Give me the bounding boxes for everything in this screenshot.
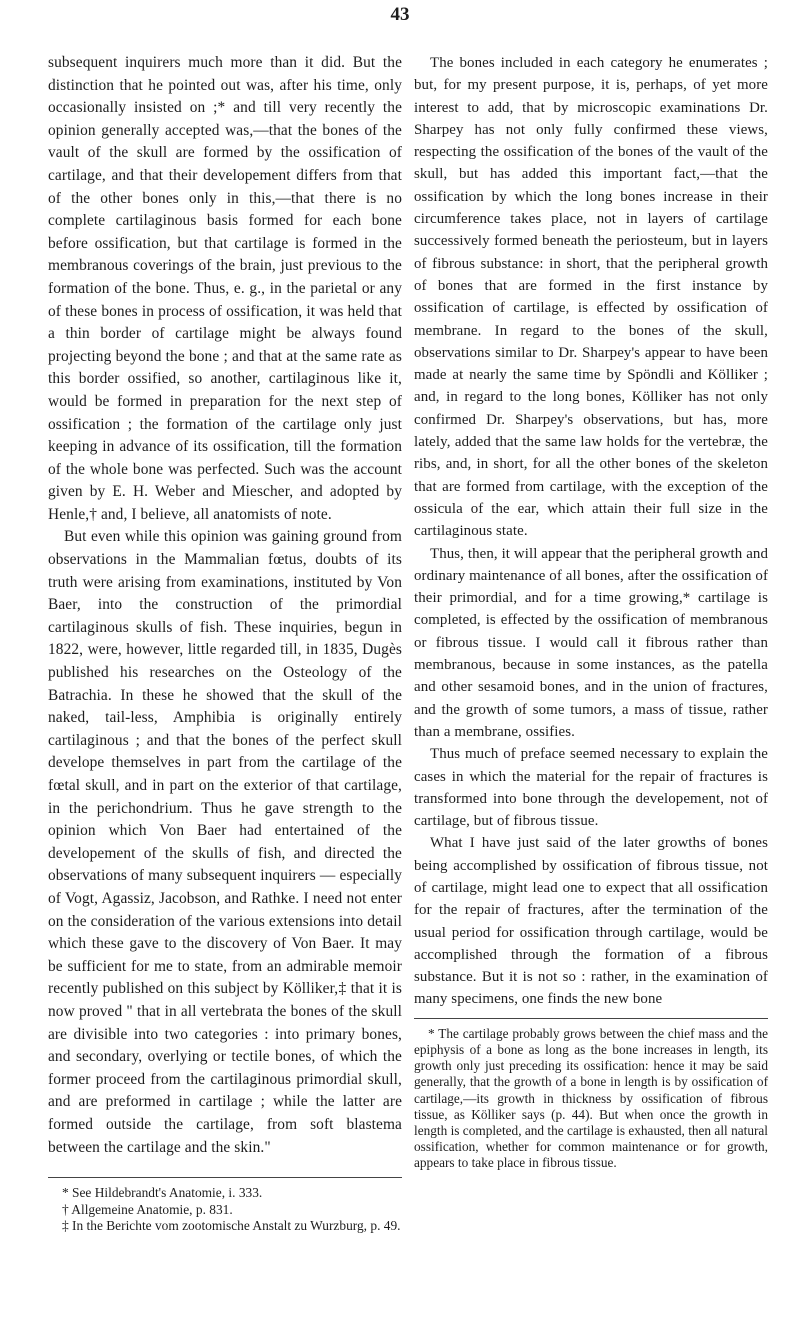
body-paragraph: Thus, then, it will appear that the peripheral growth and ordinary maintenance of all bones, after the ossification of their primordial, and for a time growing,* cartilage is completed, is effected by the ossification of membranous or fibrous tissue. I would call it fibrous rather than membranous, because in some instances, as the patella and other sesamoid bones, and in the union of fractures, and the growth of some tumors, a mass of tissue, rather than a membrane, ossifies.: [414, 545, 768, 740]
body-paragraph: Thus much of preface seemed necessary to explain the cases in which the material for the repair of fractures is transformed into bone through the developement, not of cartilage, but of fibrous tissue.: [414, 746, 768, 830]
footnote-divider: [414, 1018, 768, 1019]
body-paragraph: The bones included in each category he enumerates ; but, for my present purpose, it is, perhaps, of yet more interest to add, that by microscopic examinations Dr. Sharpey has not only fully confirmed these views, respecting the ossification of the bones of the vault of the skull, but has added this important fact,—that the ossification by which the long bones increase in their circumference takes place, not in layers of cartilage successively formed beneath the periosteum, but in layers of fibrous substance: in short, that the peripheral growth of bones that are formed in the first instance by ossification of cartilage, is effected by ossification of membrane. In regard to the bones of the skull, observations similar to Dr. Sharpey's appear to have been made at nearly the same time by Spöndli and Kölliker ; and, in regard to the long bones, Kölliker has not only confirmed Dr. Sharpey's observations, but has, more lately, added that the same law holds for the vertebræ, the ribs, and, in short, for all the other bones of the skeleton that are formed from cartilage, with the exception of the ossicula of the ear, which attain their full size in the cartilaginous state.: [414, 55, 768, 540]
footnote-divider: [48, 1177, 402, 1178]
footnote: * See Hildebrandt's Anatomie, i. 333.: [62, 1185, 263, 1201]
body-paragraph: What I have just said of the later growths of bones being accomplished by ossification of fibrous tissue, not of cartilage, might lead one to expect that all ossification for the repair of fractures, after the termination of the usual period for ossification through cartilage, would be accomplished through the formation of a fibrous substance. But it is not so : rather, in the examination of many specimens, one finds the new bone: [414, 835, 768, 1008]
page-number: 43: [390, 4, 410, 25]
left-column: [48, 52, 402, 1234]
footnotes: [48, 1185, 402, 1234]
right-column: [414, 52, 768, 1172]
footnote: * The cartilage probably grows between the chief mass and the epiphysis of a bone as long as the bone increases in length, its growth only just preceding its ossification: hence it may be said generally, that the growth of a bone in length is by ossification of cartilage,—its growth in thickness by ossification of fibrous tissue, as Kölliker says (p. 44). But when once the growth in length is completed, and the cartilage is exhausted, then all natural ossification, whether for common maintenance or for growth, appears to take place in fibrous tissue.: [414, 1025, 768, 1171]
body-paragraph: But even while this opinion was gaining ground from observations in the Mammalian fœtus, doubts of its truth were arising from examinations, instituted by Von Baer, into the construction of the primordial cartilaginous skulls of fish. These inquiries, begun in 1822, were, however, little regarded till, in 1835, Dugès published his researches on the Osteology of the Batrachia. In these he showed that the skull of the naked, tail-less, Amphibia is originally entirely cartilaginous ; and that the bones of the perfect skull develope themselves in part from the cartilage of the fœtal skull, and in part on the exterior of that cartilage, in the perichondrium. Thus he gave strength to the opinion which Von Baer had entertained of the developement of the skulls of fish, and directed the observations of many subsequent inquirers — especially of Vogt, Agassiz, Jacobson, and Rathke. I need not enter on the consideration of the various extensions into detail which these gave to the discovery of Von Baer. It may be sufficient for me to state, from an admirable memoir recently published on this subject by Kölliker,‡ that it is now proved " that in all vertebrata the bones of the skull are divisible into two categories : into primary bones, and secondary, overlying or tectile bones, of which the former proceed from the cartilaginous primordial skull, and are preformed in cartilage ; while the latter are formed outside the cartilage, from soft blastema between the cartilage and the skin.": [48, 528, 402, 1156]
footnotes: [414, 1026, 768, 1172]
footnote: ‡ In the Berichte vom zootomische Anstalt zu Wurzburg, p. 49.: [62, 1217, 401, 1233]
body-paragraph: subsequent inquirers much more than it did. But the distinction that he pointed out was, after his time, only occasionally insisted on ;* and till very recently the opinion generally accepted was,—that the bones of the vault of the skull are formed by the ossification of cartilage, and that their developement differs from that of the other bones only in this,—that there is no complete cartilaginous basis formed for each bone before ossification, but that cartilage is formed in the membranous coverings of the brain, just previous to the formation of the bone. Thus, e. g., in the parietal or any of these bones in process of ossification, it was held that a thin border of cartilage might be always found projecting beyond the bone ; and that at the same rate as this border ossified, so another, cartilaginous like it, would be formed in preparation for the next step of ossification ; the formation of the cartilage only just keeping in advance of its ossification, till the formation of the whole bone was perfected. Such was the account given by E. H. Weber and Miescher, and adopted by Henle,† and, I believe, all anatomists of note.: [48, 54, 402, 523]
footnote: † Allgemeine Anatomie, p. 831.: [62, 1201, 233, 1217]
